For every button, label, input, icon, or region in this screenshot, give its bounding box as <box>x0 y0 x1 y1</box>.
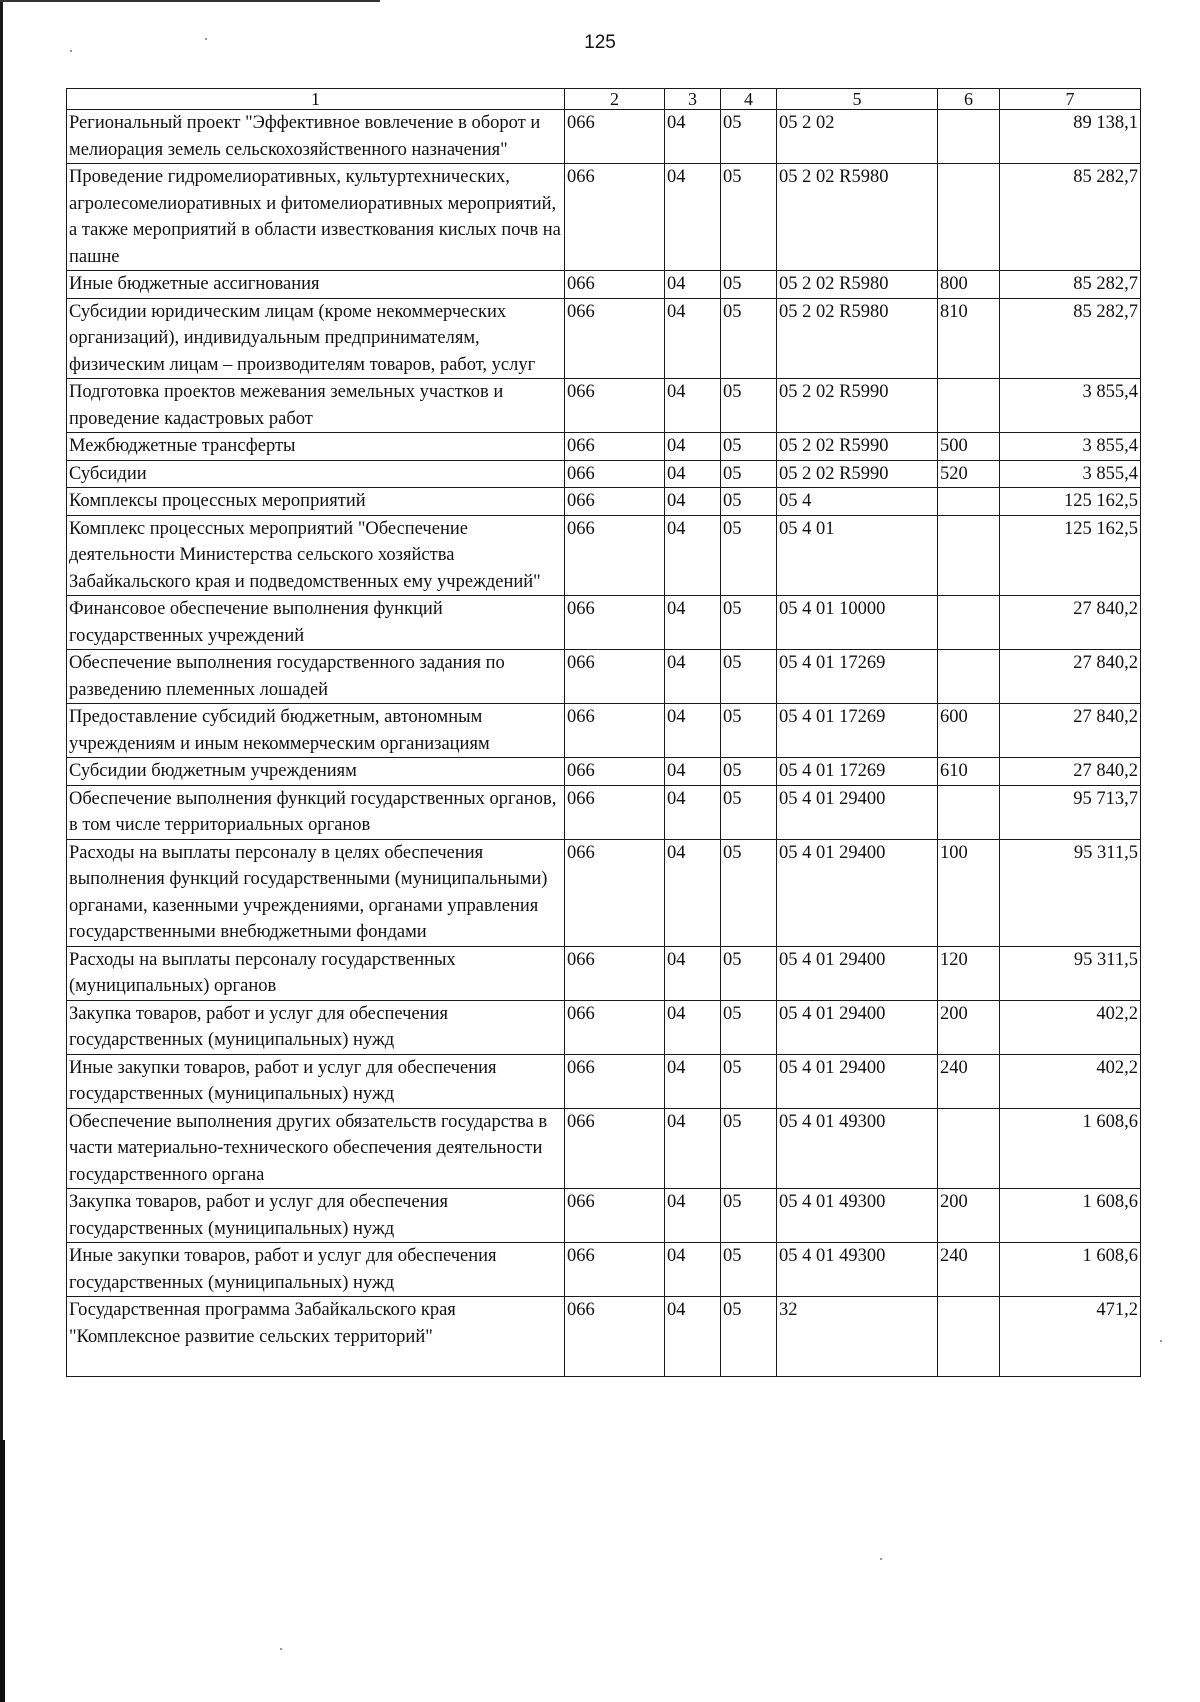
table-row <box>67 298 1141 379</box>
cell-grbs: 066 <box>565 1297 665 1377</box>
cell-target-article: 05 4 01 29400 <box>777 1000 938 1054</box>
cell-section: 04 <box>665 704 721 758</box>
cell-grbs: 066 <box>565 596 665 650</box>
table-row <box>67 1000 1141 1054</box>
cell-subsection: 05 <box>721 1243 777 1297</box>
table-row <box>67 1243 1141 1297</box>
cell-name: Обеспечение выполнения функций государственных органов, в том числе территориальных органов <box>67 785 565 839</box>
cell-name: Региональный проект "Эффективное вовлечение в оборот и мелиорация земель сельскохозяйственного назначения" <box>67 110 565 164</box>
cell-name: Обеспечение выполнения государственного задания по разведению племенных лошадей <box>67 650 565 704</box>
cell-target-article: 32 <box>777 1297 938 1377</box>
cell-subsection: 05 <box>721 1297 777 1377</box>
cell-section: 04 <box>665 946 721 1000</box>
cell-name: Субсидии <box>67 460 565 488</box>
cell-name: Комплекс процессных мероприятий "Обеспечение деятельности Министерства сельского хозяйства Забайкальского края и подведомственных ему учреждений" <box>67 515 565 596</box>
cell-section: 04 <box>665 110 721 164</box>
cell-amount: 85 282,7 <box>1000 271 1141 299</box>
header-col-1: 1 <box>67 89 565 110</box>
table-row <box>67 1108 1141 1189</box>
scan-speck <box>70 50 72 52</box>
cell-amount: 125 162,5 <box>1000 515 1141 596</box>
cell-subsection: 05 <box>721 704 777 758</box>
cell-name: Финансовое обеспечение выполнения функций государственных учреждений <box>67 596 565 650</box>
cell-name: Закупка товаров, работ и услуг для обеспечения государственных (муниципальных) нужд <box>67 1000 565 1054</box>
cell-section: 04 <box>665 1108 721 1189</box>
cell-grbs: 066 <box>565 946 665 1000</box>
cell-amount: 3 855,4 <box>1000 433 1141 461</box>
cell-grbs: 066 <box>565 785 665 839</box>
cell-subsection: 05 <box>721 515 777 596</box>
cell-target-article: 05 2 02 R5980 <box>777 164 938 271</box>
cell-name: Иные закупки товаров, работ и услуг для обеспечения государственных (муниципальных) нужд <box>67 1054 565 1108</box>
cell-expense-type: 120 <box>938 946 1000 1000</box>
cell-amount: 95 311,5 <box>1000 946 1141 1000</box>
cell-amount: 1 608,6 <box>1000 1189 1141 1243</box>
cell-amount: 95 713,7 <box>1000 785 1141 839</box>
cell-target-article: 05 2 02 <box>777 110 938 164</box>
cell-target-article: 05 2 02 R5990 <box>777 460 938 488</box>
cell-section: 04 <box>665 1054 721 1108</box>
table-row <box>67 650 1141 704</box>
cell-target-article: 05 4 01 29400 <box>777 946 938 1000</box>
cell-amount: 402,2 <box>1000 1000 1141 1054</box>
cell-grbs: 066 <box>565 515 665 596</box>
cell-expense-type: 810 <box>938 298 1000 379</box>
cell-section: 04 <box>665 1189 721 1243</box>
cell-grbs: 066 <box>565 433 665 461</box>
cell-amount: 1 608,6 <box>1000 1243 1141 1297</box>
table-row <box>67 1189 1141 1243</box>
cell-section: 04 <box>665 1243 721 1297</box>
cell-section: 04 <box>665 488 721 516</box>
page-number: 125 <box>584 32 616 53</box>
cell-section: 04 <box>665 1297 721 1377</box>
cell-section: 04 <box>665 298 721 379</box>
cell-target-article: 05 2 02 R5990 <box>777 379 938 433</box>
table-row <box>67 271 1141 299</box>
cell-target-article: 05 4 <box>777 488 938 516</box>
cell-grbs: 066 <box>565 839 665 946</box>
header-col-2: 2 <box>565 89 665 110</box>
cell-subsection: 05 <box>721 488 777 516</box>
cell-section: 04 <box>665 271 721 299</box>
scan-speck <box>880 1558 882 1560</box>
table-row <box>67 839 1141 946</box>
table-row <box>67 1297 1141 1377</box>
cell-expense-type <box>938 1297 1000 1377</box>
cell-expense-type: 610 <box>938 758 1000 786</box>
scan-speck <box>205 38 207 40</box>
table-row <box>67 110 1141 164</box>
cell-subsection: 05 <box>721 596 777 650</box>
cell-amount: 125 162,5 <box>1000 488 1141 516</box>
scan-edge-left-shadow <box>0 1440 5 1702</box>
cell-grbs: 066 <box>565 488 665 516</box>
cell-expense-type <box>938 515 1000 596</box>
cell-section: 04 <box>665 785 721 839</box>
cell-section: 04 <box>665 1000 721 1054</box>
cell-subsection: 05 <box>721 946 777 1000</box>
cell-subsection: 05 <box>721 110 777 164</box>
cell-name: Комплексы процессных мероприятий <box>67 488 565 516</box>
cell-name: Расходы на выплаты персоналу в целях обеспечения выполнения функций государственными (муниципальными) органами, казенными учреждениями, органами управления государственными внебюджетными фондами <box>67 839 565 946</box>
cell-expense-type <box>938 488 1000 516</box>
cell-amount: 402,2 <box>1000 1054 1141 1108</box>
cell-amount: 85 282,7 <box>1000 298 1141 379</box>
cell-section: 04 <box>665 515 721 596</box>
scan-speck <box>1160 1340 1162 1342</box>
cell-section: 04 <box>665 164 721 271</box>
cell-amount: 27 840,2 <box>1000 704 1141 758</box>
cell-target-article: 05 4 01 29400 <box>777 785 938 839</box>
table-row <box>67 460 1141 488</box>
cell-expense-type <box>938 379 1000 433</box>
table-row <box>67 164 1141 271</box>
cell-section: 04 <box>665 839 721 946</box>
table-row <box>67 433 1141 461</box>
cell-name: Закупка товаров, работ и услуг для обеспечения государственных (муниципальных) нужд <box>67 1189 565 1243</box>
cell-grbs: 066 <box>565 460 665 488</box>
table-row <box>67 704 1141 758</box>
cell-target-article: 05 4 01 49300 <box>777 1243 938 1297</box>
table-row <box>67 488 1141 516</box>
cell-subsection: 05 <box>721 758 777 786</box>
cell-expense-type <box>938 1108 1000 1189</box>
cell-name: Проведение гидромелиоративных, культуртехнических, агролесомелиоративных и фитомелиоративных мероприятий, а также мероприятий в области известкования кислых почв на пашне <box>67 164 565 271</box>
cell-expense-type: 200 <box>938 1000 1000 1054</box>
cell-section: 04 <box>665 596 721 650</box>
cell-expense-type <box>938 650 1000 704</box>
cell-name: Государственная программа Забайкальского края "Комплексное развитие сельских территорий" <box>67 1297 565 1377</box>
cell-name: Подготовка проектов межевания земельных участков и проведение кадастровых работ <box>67 379 565 433</box>
cell-target-article: 05 4 01 17269 <box>777 758 938 786</box>
cell-expense-type: 240 <box>938 1243 1000 1297</box>
cell-amount: 471,2 <box>1000 1297 1141 1377</box>
header-col-6: 6 <box>938 89 1000 110</box>
header-col-3: 3 <box>665 89 721 110</box>
cell-expense-type <box>938 785 1000 839</box>
cell-subsection: 05 <box>721 839 777 946</box>
cell-section: 04 <box>665 758 721 786</box>
cell-expense-type <box>938 596 1000 650</box>
cell-subsection: 05 <box>721 164 777 271</box>
cell-name: Субсидии юридическим лицам (кроме некоммерческих организаций), индивидуальным предпринимателям, физическим лицам – производителям товаров, работ, услуг <box>67 298 565 379</box>
cell-amount: 27 840,2 <box>1000 758 1141 786</box>
cell-section: 04 <box>665 379 721 433</box>
table-row <box>67 515 1141 596</box>
cell-target-article: 05 4 01 <box>777 515 938 596</box>
cell-expense-type <box>938 110 1000 164</box>
cell-grbs: 066 <box>565 704 665 758</box>
cell-grbs: 066 <box>565 758 665 786</box>
cell-grbs: 066 <box>565 164 665 271</box>
scan-edge-top <box>0 0 380 2</box>
cell-name: Расходы на выплаты персоналу государственных (муниципальных) органов <box>67 946 565 1000</box>
cell-grbs: 066 <box>565 1189 665 1243</box>
cell-target-article: 05 4 01 49300 <box>777 1189 938 1243</box>
header-col-7: 7 <box>1000 89 1141 110</box>
cell-amount: 27 840,2 <box>1000 596 1141 650</box>
table-row <box>67 946 1141 1000</box>
cell-name: Предоставление субсидий бюджетным, автономным учреждениям и иным некоммерческим организациям <box>67 704 565 758</box>
cell-grbs: 066 <box>565 1000 665 1054</box>
cell-amount: 3 855,4 <box>1000 460 1141 488</box>
cell-name: Иные закупки товаров, работ и услуг для обеспечения государственных (муниципальных) нужд <box>67 1243 565 1297</box>
cell-grbs: 066 <box>565 1108 665 1189</box>
header-col-5: 5 <box>777 89 938 110</box>
cell-expense-type: 500 <box>938 433 1000 461</box>
cell-amount: 27 840,2 <box>1000 650 1141 704</box>
table-row <box>67 596 1141 650</box>
cell-subsection: 05 <box>721 298 777 379</box>
cell-name: Обеспечение выполнения других обязательств государства в части материально-технического обеспечения деятельности государственного органа <box>67 1108 565 1189</box>
table-row <box>67 1054 1141 1108</box>
cell-amount: 1 608,6 <box>1000 1108 1141 1189</box>
cell-target-article: 05 4 01 49300 <box>777 1108 938 1189</box>
cell-section: 04 <box>665 460 721 488</box>
cell-section: 04 <box>665 650 721 704</box>
cell-grbs: 066 <box>565 650 665 704</box>
cell-subsection: 05 <box>721 379 777 433</box>
cell-subsection: 05 <box>721 1108 777 1189</box>
table-body <box>67 110 1141 1377</box>
cell-expense-type <box>938 164 1000 271</box>
cell-target-article: 05 4 01 10000 <box>777 596 938 650</box>
cell-grbs: 066 <box>565 1243 665 1297</box>
cell-target-article: 05 4 01 29400 <box>777 1054 938 1108</box>
table-row <box>67 379 1141 433</box>
cell-subsection: 05 <box>721 1189 777 1243</box>
table-row <box>67 785 1141 839</box>
cell-section: 04 <box>665 433 721 461</box>
cell-subsection: 05 <box>721 1000 777 1054</box>
table-row <box>67 758 1141 786</box>
cell-target-article: 05 2 02 R5990 <box>777 433 938 461</box>
cell-subsection: 05 <box>721 785 777 839</box>
cell-name: Иные бюджетные ассигнования <box>67 271 565 299</box>
cell-subsection: 05 <box>721 271 777 299</box>
cell-target-article: 05 2 02 R5980 <box>777 271 938 299</box>
budget-table <box>66 88 1141 1377</box>
table-header-row <box>67 89 1141 110</box>
scan-speck <box>280 1648 282 1650</box>
cell-amount: 85 282,7 <box>1000 164 1141 271</box>
cell-expense-type: 200 <box>938 1189 1000 1243</box>
cell-subsection: 05 <box>721 650 777 704</box>
cell-expense-type: 100 <box>938 839 1000 946</box>
header-col-4: 4 <box>721 89 777 110</box>
cell-grbs: 066 <box>565 298 665 379</box>
cell-grbs: 066 <box>565 110 665 164</box>
cell-grbs: 066 <box>565 271 665 299</box>
cell-subsection: 05 <box>721 460 777 488</box>
cell-amount: 89 138,1 <box>1000 110 1141 164</box>
cell-expense-type: 520 <box>938 460 1000 488</box>
cell-subsection: 05 <box>721 433 777 461</box>
cell-amount: 95 311,5 <box>1000 839 1141 946</box>
cell-target-article: 05 4 01 17269 <box>777 650 938 704</box>
cell-expense-type: 800 <box>938 271 1000 299</box>
cell-name: Субсидии бюджетным учреждениям <box>67 758 565 786</box>
cell-target-article: 05 4 01 17269 <box>777 704 938 758</box>
cell-amount: 3 855,4 <box>1000 379 1141 433</box>
cell-grbs: 066 <box>565 379 665 433</box>
cell-target-article: 05 2 02 R5980 <box>777 298 938 379</box>
cell-subsection: 05 <box>721 1054 777 1108</box>
cell-target-article: 05 4 01 29400 <box>777 839 938 946</box>
cell-name: Межбюджетные трансферты <box>67 433 565 461</box>
cell-expense-type: 240 <box>938 1054 1000 1108</box>
cell-expense-type: 600 <box>938 704 1000 758</box>
cell-grbs: 066 <box>565 1054 665 1108</box>
